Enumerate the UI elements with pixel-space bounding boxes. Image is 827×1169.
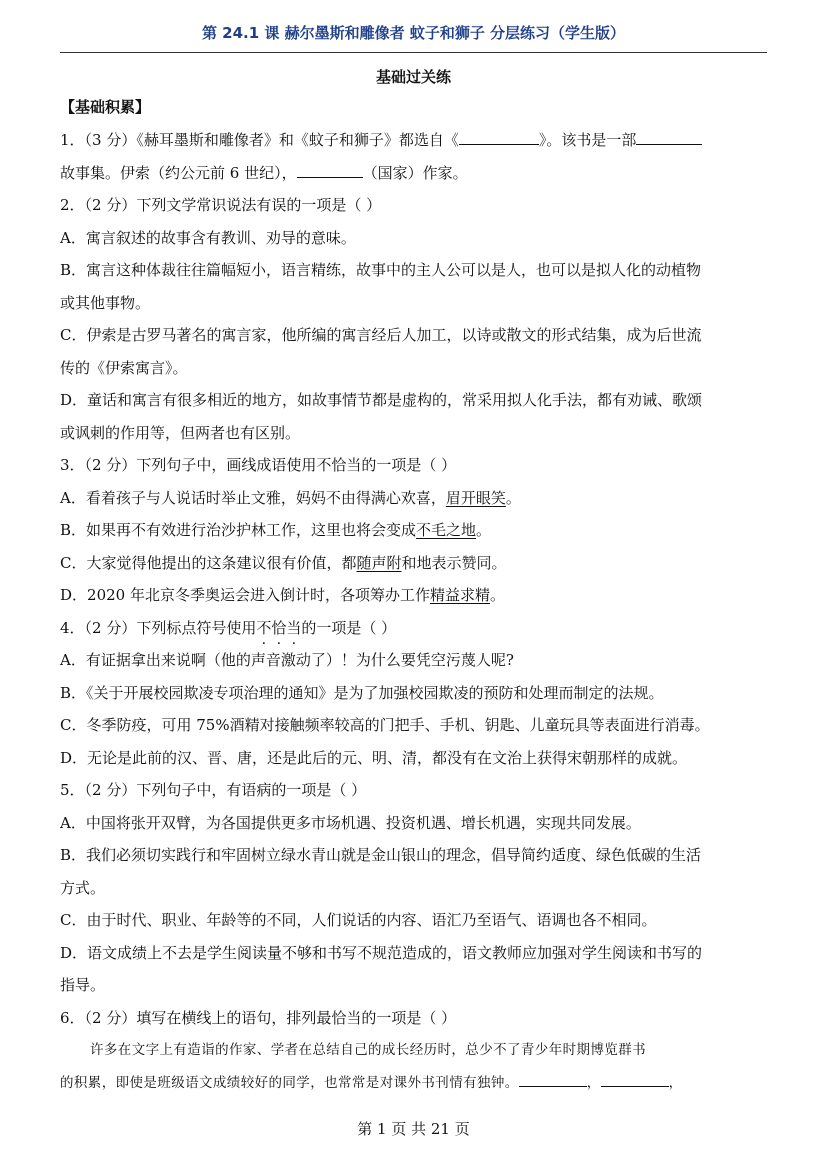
q3-option-b: B．如果再不有效进行治沙护林工作，这里也将会变成不毛之地。 — [60, 521, 492, 539]
underlined-idiom: 不毛之地 — [416, 521, 477, 539]
fill-blank[interactable] — [636, 130, 702, 145]
q2-option-b-line2: 或其他事物。 — [60, 293, 151, 312]
question-content — [60, 124, 767, 1099]
underlined-idiom: 随声附 — [356, 553, 402, 572]
q3-option-a: A．看着孩子与人说话时举止文雅，妈妈不由得满心欢喜，眉开眼笑。 — [60, 488, 521, 507]
underlined-idiom: 精益求精 — [429, 586, 490, 604]
q3-option-c: C．大家觉得他提出的这条建议很有价值，都随声附和地表示赞同。 — [60, 553, 507, 572]
q5-option-b-line1: B．我们必须切实践行和牢固树立绿水青山就是金山银山的理念，倡导简约适度、绿色低碳的生活 — [60, 846, 702, 864]
q3-option-d: D．2020 年北京冬季奥运会进入倒计时，各项筹办工作精益求精。 — [60, 586, 506, 604]
q4-option-a: A．有证据拿出来说啊（他的声音激动了）！为什么要凭空污蔑人呢? — [60, 651, 514, 669]
q4-stem: 4．（2 分）下列标点符号使用不恰当的一项是（ ） — [60, 618, 397, 637]
q2-option-c-line2: 传的《伊索寓言》。 — [60, 358, 188, 377]
q3-stem: 3．（2 分）下列句子中，画线成语使用不恰当的一项是（ ） — [60, 456, 457, 474]
fill-blank[interactable] — [297, 163, 363, 178]
q5-option-a: A．中国将张开双臂，为各国提供更多市场机遇、投资机遇、增长机遇，实现共同发展。 — [60, 813, 641, 832]
header-divider — [60, 52, 767, 53]
page-footer: 第 1 页 共 21 页 — [357, 1120, 470, 1138]
fill-blank[interactable] — [519, 1072, 587, 1087]
section-title: 基础过关练 — [375, 68, 451, 86]
q1-line2: 故事集。伊索（约公元前 6 世纪）， （国家）作家。 — [60, 163, 468, 182]
fill-blank[interactable] — [601, 1072, 669, 1087]
fill-blank[interactable] — [459, 130, 539, 145]
q2-stem: 2．（2 分）下列文学常识说法有误的一项是（ ） — [60, 196, 382, 214]
q5-option-c: C．由于时代、职业、年龄等的不同，人们说话的内容、语汇乃至语气、语调也各不相同。 — [60, 911, 657, 929]
underlined-idiom: 眉开眼笑 — [445, 488, 506, 507]
q5-option-d-line1: D．语文成绩上不去是学生阅读量不够和书写不规范造成的，语文教师应加强对学生阅读和书写的 — [60, 943, 703, 962]
document-header: 第 24.1 课 赫尔墨斯和雕像者 蚊子和狮子 分层练习（学生版） — [201, 24, 626, 42]
emphasis-dot-char: 不 — [256, 618, 272, 637]
q2-option-c-line1: C．伊索是古罗马著名的寓言家，他所编的寓言经后人加工，以诗或散文的形式结集，成为后世流 — [60, 326, 702, 344]
q5-option-d-line2: 指导。 — [60, 976, 106, 994]
subheading: 【基础积累】 — [60, 98, 151, 116]
emphasis-dot-char: 恰 — [271, 618, 287, 637]
q6-passage-line2: 的积累，即使是班级语文成绩较好的同学，也常常是对课外书刊情有独钟。 ， ， — [60, 1067, 767, 1100]
emphasis-dot-char: 当 — [286, 618, 302, 637]
q4-option-c: C．冬季防疫，可用 75%酒精对接触频率较高的门把手、手机、钥匙、儿童玩具等表面进行消毒。 — [60, 716, 710, 734]
q6-passage-line1: 许多在文字上有造诣的作家、学者在总结自己的成长经历时，总少不了青少年时期博览群书 — [90, 1042, 646, 1058]
q5-stem: 5．（2 分）下列句子中，有语病的一项是（ ） — [60, 781, 367, 799]
q6-stem: 6．（2 分）填写在横线上的语句，排列最恰当的一项是（ ） — [60, 1008, 457, 1027]
q2-option-b-line1: B．寓言这种体裁往往篇幅短小，语言精练，故事中的主人公可以是人，也可以是拟人化的动植物 — [60, 261, 702, 279]
q2-option-d-line1: D．童话和寓言有很多相近的地方，如故事情节都是虚构的，常采用拟人化手法，都有劝诫、歌颂 — [60, 391, 703, 409]
q4-option-d: D．无论是此前的汉、晋、唐，还是此后的元、明、清，都没有在文治上获得宋朝那样的成就。 — [60, 748, 688, 767]
q1-line1: 1．（3 分）《赫耳墨斯和雕像者》和《蚊子和狮子》都选自《 》。该书是一部 — [60, 124, 767, 157]
q4-option-b: B．《关于开展校园欺凌专项治理的通知》是为了加强校园欺凌的预防和处理而制定的法规。 — [60, 683, 664, 702]
q2-option-a: A．寓言叙述的故事含有教训、劝导的意味。 — [60, 228, 356, 247]
q5-option-b-line2: 方式。 — [60, 878, 106, 897]
q2-option-d-line2: 或讽刺的作用等，但两者也有区别。 — [60, 423, 301, 442]
